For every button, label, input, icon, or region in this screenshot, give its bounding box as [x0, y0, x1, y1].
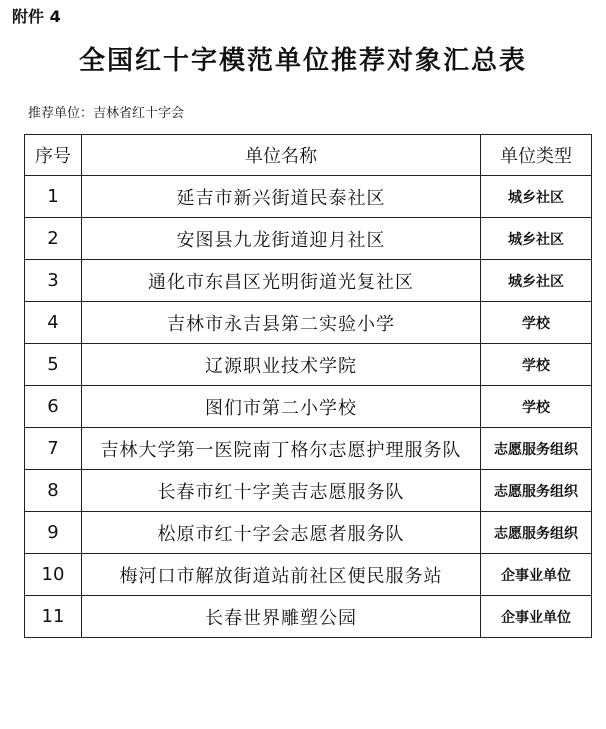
row-unit-type: 志愿服务组织 — [481, 428, 592, 470]
row-serial: 6 — [25, 386, 82, 428]
table-header-row — [25, 135, 592, 176]
attachment-label: 附件 4 — [12, 7, 61, 26]
row-unit-name: 长春市红十字美吉志愿服务队 — [82, 470, 481, 512]
row-serial: 3 — [25, 260, 82, 302]
row-serial: 4 — [25, 302, 82, 344]
header-serial: 序号 — [25, 135, 82, 176]
row-unit-type: 学校 — [481, 302, 592, 344]
summary-table — [24, 134, 592, 638]
table-row — [25, 596, 592, 638]
row-unit-name: 长春世界雕塑公园 — [82, 596, 481, 638]
table-row — [25, 344, 592, 386]
table-row — [25, 554, 592, 596]
row-unit-name: 吉林大学第一医院南丁格尔志愿护理服务队 — [82, 428, 481, 470]
row-serial: 8 — [25, 470, 82, 512]
header-unit-name: 单位名称 — [82, 135, 481, 176]
row-serial: 5 — [25, 344, 82, 386]
table-row — [25, 218, 592, 260]
row-serial: 1 — [25, 176, 82, 218]
table-row — [25, 176, 592, 218]
row-unit-name: 吉林市永吉县第二实验小学 — [82, 302, 481, 344]
row-unit-name: 梅河口市解放街道站前社区便民服务站 — [82, 554, 481, 596]
row-unit-type: 志愿服务组织 — [481, 470, 592, 512]
row-serial: 9 — [25, 512, 82, 554]
table-row — [25, 386, 592, 428]
row-unit-type: 志愿服务组织 — [481, 512, 592, 554]
row-serial: 7 — [25, 428, 82, 470]
row-serial: 11 — [25, 596, 82, 638]
row-unit-type: 城乡社区 — [481, 176, 592, 218]
table-row — [25, 512, 592, 554]
row-unit-type: 学校 — [481, 344, 592, 386]
table-row — [25, 260, 592, 302]
row-serial: 10 — [25, 554, 82, 596]
row-unit-name: 安图县九龙街道迎月社区 — [82, 218, 481, 260]
row-unit-type: 企事业单位 — [481, 596, 592, 638]
row-unit-name: 通化市东昌区光明街道光复社区 — [82, 260, 481, 302]
row-unit-type: 城乡社区 — [481, 218, 592, 260]
row-unit-name: 辽源职业技术学院 — [82, 344, 481, 386]
table-row — [25, 428, 592, 470]
recommending-unit: 推荐单位：吉林省红十字会 — [28, 106, 185, 121]
row-unit-name: 图们市第二小学校 — [82, 386, 481, 428]
row-unit-type: 学校 — [481, 386, 592, 428]
table-row — [25, 470, 592, 512]
page-title: 全国红十字模范单位推荐对象汇总表 — [78, 46, 527, 76]
table-row — [25, 302, 592, 344]
row-serial: 2 — [25, 218, 82, 260]
row-unit-name: 延吉市新兴街道民泰社区 — [82, 176, 481, 218]
row-unit-type: 企事业单位 — [481, 554, 592, 596]
row-unit-name: 松原市红十字会志愿者服务队 — [82, 512, 481, 554]
header-unit-type: 单位类型 — [481, 135, 592, 176]
row-unit-type: 城乡社区 — [481, 260, 592, 302]
